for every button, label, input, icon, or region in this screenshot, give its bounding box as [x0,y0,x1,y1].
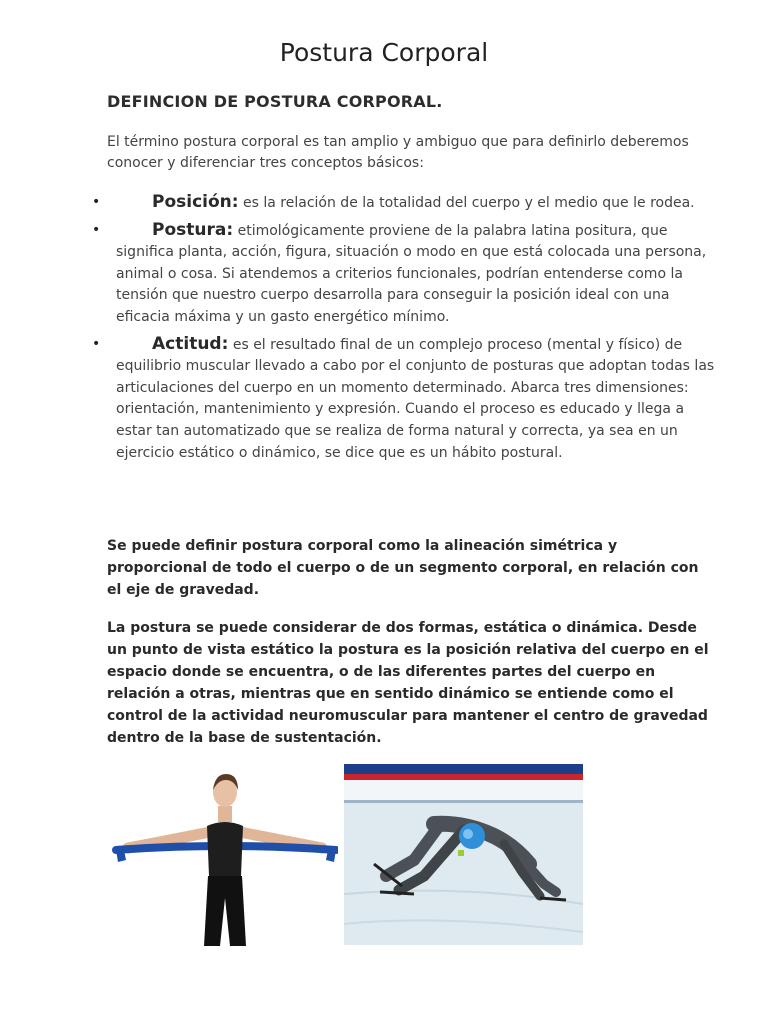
bullet-icon: • [92,221,101,238]
concepts-list [88,192,718,469]
woman-with-resistance-band-photo [110,770,338,946]
term-posicion: Posición: [152,192,239,212]
static-dynamic-paragraph: La postura se puede considerar de dos formas, estática o dinámica. Desde un punto de vista estático la postura es la posición relativa del cuerpo en el espacio donde se encuentra, o de las diferentes partes del cuerpo en relación a otras, mientras que en sentido dinámico se entiende como el control de la actividad neuromuscular para mantener el centro de gravedad dentro de la base de sustentación. [107,620,709,746]
bullet-icon: • [92,335,101,352]
definition-postura: etimológicamente proviene de la palabra latina positura, que significa planta, acción, figura, situación o modo en que está colocada una persona, animal o cosa. Si atendemos a criterios funcionales, podrían entenderse como la tensión que nuestro cuerpo desarrolla para conseguir la posición ideal con una eficacia máxima y un gasto energético mínimo. [116,222,707,325]
list-item-actitud [88,334,718,465]
woman-figure-illustration [110,770,338,946]
definition-posicion: es la relación de la totalidad del cuerpo y el medio que le rodea. [238,195,695,211]
intro-paragraph: El término postura corporal es tan amplio y ambiguo que para definirlo deberemos conocer y diferenciar tres conceptos básicos: [107,134,689,171]
speed-skater-photo [344,764,583,945]
document-title: Postura Corporal [279,38,489,67]
term-actitud: Actitud: [152,333,229,354]
section-heading: DEFINCION DE POSTURA CORPORAL. [107,92,443,111]
speed-skater-illustration [344,764,583,945]
bullet-icon: • [92,194,101,210]
definition-paragraph: Se puede definir postura corporal como la alineación simétrica y proporcional de todo el cuerpo o de un segmento corporal, en relación con el eje de gravedad. [107,538,699,598]
definition-actitud: es el resultado final de un complejo proceso (mental y físico) de equilibrio muscular llevado a cabo por el conjunto de posturas que adoptan todas las articulaciones del cuerpo en un momento determinado. Abarca tres dimensiones: orientación, mantenimiento y expresión. Cuando el proceso es educado y llega a estar tan automatizado que se realiza de forma natural y correcta, ya sea en un ejercicio estático o dinámico, se dice que es un hábito postural. [116,336,715,461]
list-item-posicion [88,192,718,215]
term-postura: Postura: [152,219,234,240]
list-item-postura [88,220,718,329]
